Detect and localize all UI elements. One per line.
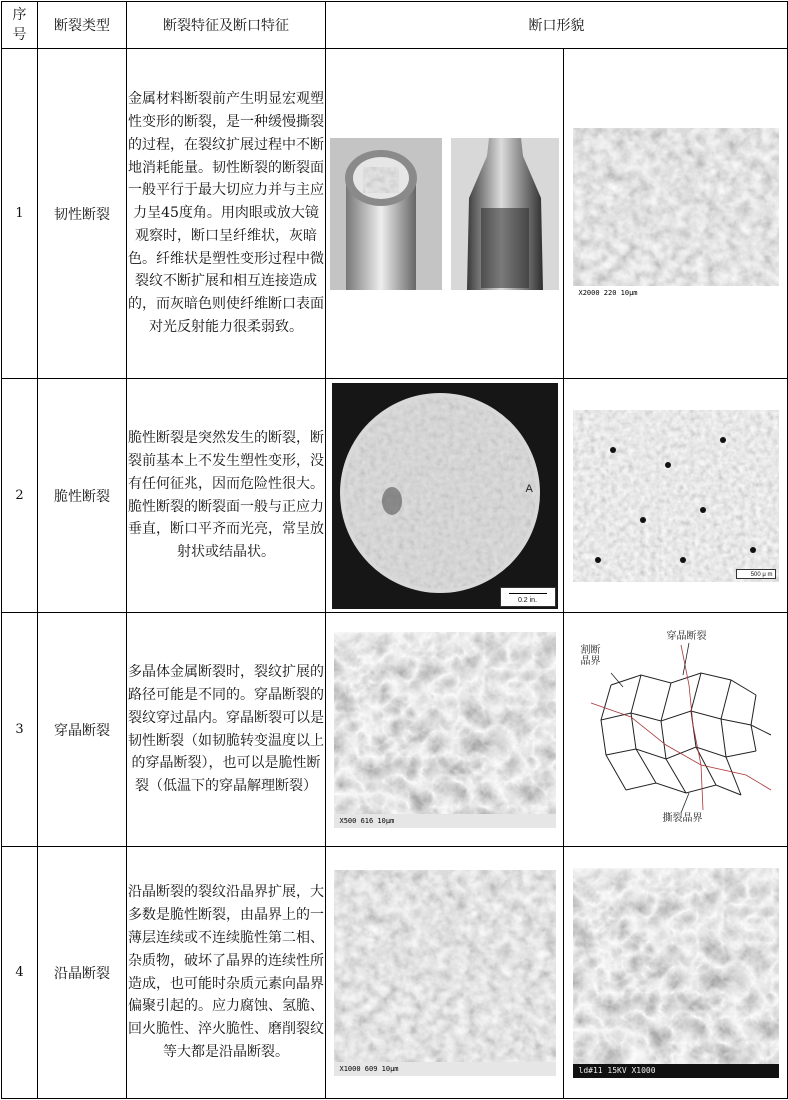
intergranular-texture xyxy=(334,870,556,1076)
brittle-cleavage-micrograph xyxy=(573,410,779,582)
micrograph-cell xyxy=(564,49,788,379)
row-description: 多晶体金属断裂时，裂纹扩展的路径可能是不同的。穿晶断裂的裂纹穿过晶内。穿晶断裂可以是韧性断裂（如韧脆转变温度以上的穿晶断裂），也可以是脆性断裂（低温下的穿晶解理断裂） xyxy=(127,613,326,847)
table-row xyxy=(2,379,788,613)
fracture-type-table xyxy=(1,1,788,1099)
micrograph-scale-caption: X2000 220 10μm xyxy=(573,286,779,300)
dimple-texture xyxy=(573,128,779,300)
header-row xyxy=(2,2,788,49)
diagram-cell xyxy=(564,613,788,847)
micrograph-scale-box: 500 μ m xyxy=(736,569,776,579)
micrograph-cell xyxy=(326,613,564,847)
row-type: 沿晶断裂 xyxy=(38,847,127,1099)
row-description: 沿晶断裂的裂纹沿晶界扩展，大多数是脆性断裂，由晶界上的一薄层连续或不连续脆性第二相、杂质物，破坏了晶界的连续性所造成，也可能时杂质元素向晶界偏聚引起的。应力腐蚀、氢脆、回火脆性、淬火脆性、磨削裂纹等大都是沿晶断裂。 xyxy=(127,847,326,1099)
ductile-dimple-micrograph xyxy=(573,128,779,300)
intergranular-micrograph xyxy=(334,870,556,1076)
cleavage-texture xyxy=(573,410,779,582)
region-label-a: A xyxy=(525,482,533,495)
sem-caption: ld#11 15KV X1000 xyxy=(573,1064,779,1078)
ductile-fracture-neck-photo xyxy=(451,138,559,290)
row-index: 2 xyxy=(2,379,38,613)
brittle-fracture-surface-graphic xyxy=(332,383,558,609)
header-features: 断裂特征及断口特征 xyxy=(127,2,326,49)
row-type: 穿晶断裂 xyxy=(38,613,127,847)
transgranular-crack-diagram xyxy=(571,625,781,835)
label-transgranular: 穿晶断裂 xyxy=(666,630,707,642)
row-type: 脆性断裂 xyxy=(38,379,127,613)
ductile-fracture-end-graphic xyxy=(330,138,442,290)
macro-image-cell xyxy=(326,379,564,613)
intergranular-sem-image xyxy=(573,868,779,1078)
brittle-fracture-macro-photo xyxy=(332,383,558,609)
macro-images-cell xyxy=(326,49,564,379)
header-morphology: 断口形貌 xyxy=(326,2,788,49)
row-index: 3 xyxy=(2,613,38,847)
ductile-fracture-end-photo xyxy=(330,138,442,290)
label-cleave-grain-boundary: 割断晶界 xyxy=(580,644,601,667)
header-type: 断裂类型 xyxy=(38,2,127,49)
transgranular-texture xyxy=(334,632,556,828)
row-description: 金属材料断裂前产生明显宏观塑性变形的断裂，是一种缓慢撕裂的过程，在裂纹扩展过程中不断地消耗能量。韧性断裂的断裂面一般平行于最大切应力并与主应力呈45度角。用肉眼或放大镜观察时，断口呈纤维状，灰暗色。纤维状是塑性变形过程中微裂纹不断扩展和相互连接造成的，而灰暗色则使纤维断口表面对光反射能力很柔弱致。 xyxy=(127,49,326,379)
sem-cell xyxy=(564,847,788,1099)
table-row xyxy=(2,49,788,379)
micrograph-scale-caption: X500 616 10μm xyxy=(334,814,556,828)
header-index: 序号 xyxy=(2,2,38,49)
row-index: 1 xyxy=(2,49,38,379)
row-type: 韧性断裂 xyxy=(38,49,127,379)
label-tear-grain-boundary: 撕裂晶界 xyxy=(662,812,703,824)
sem-texture xyxy=(573,868,779,1078)
row-description: 脆性断裂是突然发生的断裂，断裂前基本上不发生塑性变形，没有任何征兆，因而危险性很大。脆性断裂的断裂面一般与正应力垂直，断口平齐而光亮，常呈放射状或结晶状。 xyxy=(127,379,326,613)
macro-scale-bar: 0.2 in. xyxy=(500,587,556,607)
row-index: 4 xyxy=(2,847,38,1099)
table-row xyxy=(2,613,788,847)
table-row xyxy=(2,847,788,1099)
micrograph-cell xyxy=(326,847,564,1099)
ductile-fracture-neck-graphic xyxy=(451,138,559,290)
micrograph-scale-caption: X1000 609 10μm xyxy=(334,1062,556,1076)
transgranular-micrograph xyxy=(334,632,556,828)
micrograph-cell xyxy=(564,379,788,613)
